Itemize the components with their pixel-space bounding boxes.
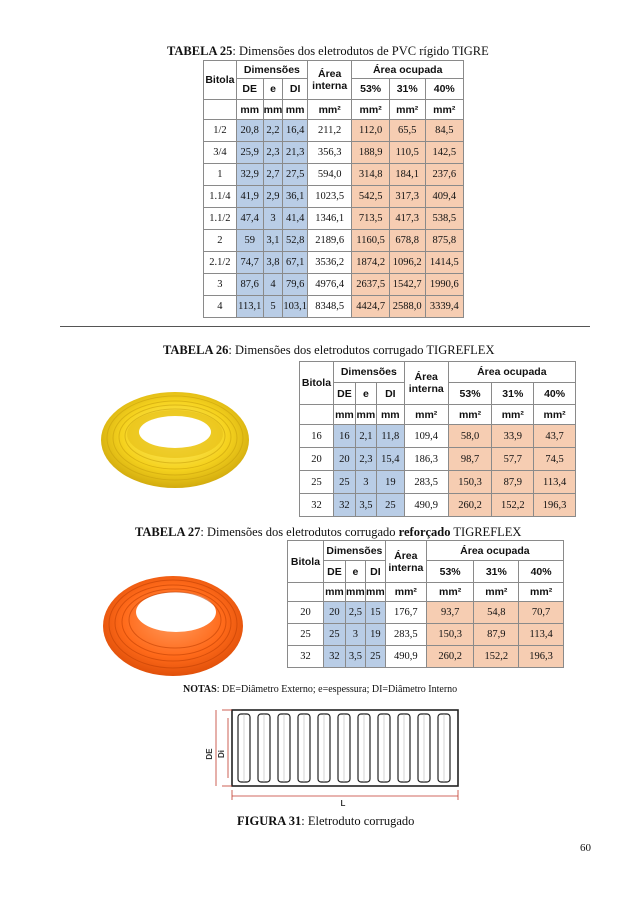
cell-e: 3 — [345, 624, 365, 646]
cell-ocupada-53: 1874,2 — [352, 252, 390, 274]
table26 — [299, 361, 576, 517]
cell-ocupada-53: 260,2 — [426, 646, 474, 668]
col-bitola-header: Bitola — [204, 61, 237, 100]
unit-cell: mm² — [404, 405, 448, 425]
cell-area-interna: 8348,5 — [307, 296, 351, 318]
cell-ocupada-40: 409,4 — [425, 186, 463, 208]
unit-cell: mm — [236, 100, 263, 120]
unit-cell: mm² — [519, 583, 564, 602]
cell-area-interna: 1023,5 — [307, 186, 351, 208]
table27-title-a: : Dimensões dos eletrodutos corrugado — [200, 525, 399, 539]
cell-de: 32,9 — [236, 164, 263, 186]
cell-e: 3 — [263, 208, 283, 230]
table-row — [204, 142, 464, 164]
cell-ocupada-40: 113,4 — [534, 471, 576, 494]
cell-di: 16,4 — [283, 120, 308, 142]
cell-ocupada-40: 3339,4 — [425, 296, 463, 318]
cell-ocupada-40: 142,5 — [425, 142, 463, 164]
table25-title: : Dimensões dos eletrodutos de PVC rígido TIGRE — [232, 44, 489, 58]
cell-ocupada-31: 417,3 — [389, 208, 425, 230]
cell-de: 74,7 — [236, 252, 263, 274]
cell-e: 2,2 — [263, 120, 283, 142]
unit-cell: mm — [323, 583, 345, 602]
table-row — [204, 120, 464, 142]
cell-di: 36,1 — [283, 186, 308, 208]
cell-bitola: 1/2 — [204, 120, 237, 142]
cell-ocupada-31: 184,1 — [389, 164, 425, 186]
table-row — [288, 602, 564, 624]
col-e-header: e — [345, 561, 365, 583]
cell-e: 3,5 — [345, 646, 365, 668]
cell-de: 20 — [323, 602, 345, 624]
unit-cell: mm — [333, 405, 355, 425]
cell-ocupada-31: 1542,7 — [389, 274, 425, 296]
cell-di: 67,1 — [283, 252, 308, 274]
cell-bitola: 3 — [204, 274, 237, 296]
table25 — [203, 60, 464, 318]
table-row — [288, 624, 564, 646]
table25-label: TABELA 25 — [167, 44, 233, 58]
cell-e: 3,5 — [355, 494, 376, 517]
col-bitola-header: Bitola — [300, 362, 334, 405]
cell-bitola: 25 — [288, 624, 324, 646]
col-area-interna-header: Área interna — [307, 61, 351, 100]
cell-bitola: 16 — [300, 425, 334, 448]
cell-ocupada-53: 2637,5 — [352, 274, 390, 296]
cell-ocupada-53: 93,7 — [426, 602, 474, 624]
cell-ocupada-53: 150,3 — [448, 471, 492, 494]
unit-cell: mm² — [307, 100, 351, 120]
cell-ocupada-40: 113,4 — [519, 624, 564, 646]
cell-di: 27,5 — [283, 164, 308, 186]
table-row — [300, 471, 576, 494]
cell-area-interna: 211,2 — [307, 120, 351, 142]
corrugated-conduit-drawing — [192, 700, 477, 810]
cell-ocupada-31: 65,5 — [389, 120, 425, 142]
col-40-header: 40% — [534, 383, 576, 405]
unit-cell: mm² — [385, 583, 426, 602]
cell-ocupada-31: 152,2 — [492, 494, 534, 517]
cell-ocupada-31: 54,8 — [474, 602, 519, 624]
unit-cell: mm — [345, 583, 365, 602]
cell-ocupada-40: 1414,5 — [425, 252, 463, 274]
cell-area-interna: 594,0 — [307, 164, 351, 186]
cell-de: 25 — [323, 624, 345, 646]
cell-area-interna: 283,5 — [385, 624, 426, 646]
cell-ocupada-53: 112,0 — [352, 120, 390, 142]
cell-area-interna: 1346,1 — [307, 208, 351, 230]
cell-e: 3 — [355, 471, 376, 494]
cell-area-interna: 490,9 — [404, 494, 448, 517]
col-31-header: 31% — [389, 79, 425, 100]
cell-e: 3,8 — [263, 252, 283, 274]
table26-caption — [163, 343, 494, 358]
cell-area-interna: 4976,4 — [307, 274, 351, 296]
unit-cell: mm² — [426, 583, 474, 602]
cell-ocupada-40: 538,5 — [425, 208, 463, 230]
col-e-header: e — [263, 79, 283, 100]
cell-area-interna: 356,3 — [307, 142, 351, 164]
table-row — [300, 494, 576, 517]
cell-bitola: 20 — [288, 602, 324, 624]
cell-di: 19 — [376, 471, 404, 494]
col-area-ocupada-header: Área ocupada — [448, 362, 575, 383]
cell-de: 59 — [236, 230, 263, 252]
cell-e: 4 — [263, 274, 283, 296]
unit-cell: mm² — [448, 405, 492, 425]
unit-cell — [204, 100, 237, 120]
cell-e: 2,3 — [263, 142, 283, 164]
cell-ocupada-31: 678,8 — [389, 230, 425, 252]
cell-e: 2,5 — [345, 602, 365, 624]
cell-bitola: 20 — [300, 448, 334, 471]
figure31-caption — [237, 814, 414, 829]
cell-ocupada-53: 98,7 — [448, 448, 492, 471]
table-row — [204, 164, 464, 186]
cell-ocupada-31: 1096,2 — [389, 252, 425, 274]
cell-ocupada-53: 314,8 — [352, 164, 390, 186]
cell-ocupada-53: 713,5 — [352, 208, 390, 230]
orange-conduit-image — [98, 560, 248, 680]
col-31-header: 31% — [474, 561, 519, 583]
cell-ocupada-40: 196,3 — [534, 494, 576, 517]
cell-de: 41,9 — [236, 186, 263, 208]
col-dimensoes-header: Dimensões — [236, 61, 307, 79]
cell-ocupada-53: 150,3 — [426, 624, 474, 646]
table-row — [204, 296, 464, 318]
cell-ocupada-40: 196,3 — [519, 646, 564, 668]
table27-title-b: TIGREFLEX — [450, 525, 522, 539]
section-divider — [60, 326, 590, 327]
cell-di: 25 — [376, 494, 404, 517]
col-40-header: 40% — [519, 561, 564, 583]
yellow-conduit-image — [95, 378, 255, 493]
cell-ocupada-31: 87,9 — [492, 471, 534, 494]
cell-ocupada-53: 188,9 — [352, 142, 390, 164]
table26-title: : Dimensões dos eletrodutos corrugado TIGREFLEX — [228, 343, 495, 357]
cell-e: 2,7 — [263, 164, 283, 186]
col-53-header: 53% — [352, 79, 390, 100]
cell-bitola: 1.1/2 — [204, 208, 237, 230]
cell-de: 25 — [333, 471, 355, 494]
col-53-header: 53% — [426, 561, 474, 583]
cell-area-interna: 176,7 — [385, 602, 426, 624]
col-area-interna-header: Área interna — [385, 541, 426, 583]
cell-ocupada-40: 237,6 — [425, 164, 463, 186]
cell-de: 113,1 — [236, 296, 263, 318]
cell-di: 21,3 — [283, 142, 308, 164]
cell-e: 2,1 — [355, 425, 376, 448]
col-bitola-header: Bitola — [288, 541, 324, 583]
cell-area-interna: 2189,6 — [307, 230, 351, 252]
table27-label: TABELA 27 — [135, 525, 201, 539]
col-di-header: DI — [365, 561, 385, 583]
cell-de: 16 — [333, 425, 355, 448]
unit-cell: mm² — [474, 583, 519, 602]
table25-caption — [167, 44, 489, 59]
cell-di: 11,8 — [376, 425, 404, 448]
cell-de: 20,8 — [236, 120, 263, 142]
unit-cell — [288, 583, 324, 602]
cell-area-interna: 109,4 — [404, 425, 448, 448]
unit-cell: mm — [263, 100, 283, 120]
cell-bitola: 32 — [288, 646, 324, 668]
unit-cell — [300, 405, 334, 425]
cell-ocupada-31: 87,9 — [474, 624, 519, 646]
col-de-header: DE — [333, 383, 355, 405]
cell-ocupada-40: 74,5 — [534, 448, 576, 471]
table-row — [204, 252, 464, 274]
unit-cell: mm² — [534, 405, 576, 425]
dim-l-label: L — [340, 799, 346, 808]
cell-bitola: 2.1/2 — [204, 252, 237, 274]
cell-di: 25 — [365, 646, 385, 668]
cell-ocupada-40: 1990,6 — [425, 274, 463, 296]
unit-cell: mm — [283, 100, 308, 120]
col-area-ocupada-header: Área ocupada — [426, 541, 563, 561]
cell-ocupada-31: 110,5 — [389, 142, 425, 164]
unit-cell: mm — [365, 583, 385, 602]
notes-label: NOTAS — [183, 684, 217, 695]
cell-area-interna: 283,5 — [404, 471, 448, 494]
unit-cell: mm² — [425, 100, 463, 120]
cell-ocupada-40: 84,5 — [425, 120, 463, 142]
table-row — [204, 208, 464, 230]
unit-cell: mm — [376, 405, 404, 425]
col-dimensoes-header: Dimensões — [333, 362, 404, 383]
col-de-header: DE — [323, 561, 345, 583]
dim-de-label: DE — [205, 748, 214, 760]
unit-cell: mm² — [492, 405, 534, 425]
cell-di: 15 — [365, 602, 385, 624]
cell-area-interna: 3536,2 — [307, 252, 351, 274]
cell-bitola: 4 — [204, 296, 237, 318]
notes — [183, 684, 457, 695]
col-de-header: DE — [236, 79, 263, 100]
cell-e: 3,1 — [263, 230, 283, 252]
unit-cell: mm² — [389, 100, 425, 120]
cell-de: 25,9 — [236, 142, 263, 164]
unit-cell: mm — [355, 405, 376, 425]
table-row — [300, 448, 576, 471]
page-number: 60 — [580, 842, 591, 854]
col-40-header: 40% — [425, 79, 463, 100]
cell-ocupada-31: 57,7 — [492, 448, 534, 471]
cell-de: 20 — [333, 448, 355, 471]
table-row — [300, 425, 576, 448]
table-row — [288, 646, 564, 668]
table27 — [287, 540, 564, 668]
col-di-header: DI — [376, 383, 404, 405]
cell-bitola: 25 — [300, 471, 334, 494]
col-dimensoes-header: Dimensões — [323, 541, 385, 561]
cell-bitola: 3/4 — [204, 142, 237, 164]
cell-di: 79,6 — [283, 274, 308, 296]
cell-area-interna: 490,9 — [385, 646, 426, 668]
cell-di: 52,8 — [283, 230, 308, 252]
table26-label: TABELA 26 — [163, 343, 229, 357]
cell-de: 47,4 — [236, 208, 263, 230]
cell-di: 15,4 — [376, 448, 404, 471]
cell-ocupada-40: 875,8 — [425, 230, 463, 252]
cell-area-interna: 186,3 — [404, 448, 448, 471]
table-row — [204, 186, 464, 208]
table-row — [204, 230, 464, 252]
cell-ocupada-40: 43,7 — [534, 425, 576, 448]
cell-e: 2,9 — [263, 186, 283, 208]
cell-e: 5 — [263, 296, 283, 318]
cell-ocupada-53: 260,2 — [448, 494, 492, 517]
figure31-text: : Eletroduto corrugado — [301, 814, 415, 828]
table27-title-bold: reforçado — [398, 525, 451, 539]
col-53-header: 53% — [448, 383, 492, 405]
unit-cell: mm² — [352, 100, 390, 120]
cell-bitola: 32 — [300, 494, 334, 517]
col-area-ocupada-header: Área ocupada — [352, 61, 464, 79]
cell-ocupada-53: 4424,7 — [352, 296, 390, 318]
cell-de: 32 — [323, 646, 345, 668]
col-e-header: e — [355, 383, 376, 405]
cell-de: 32 — [333, 494, 355, 517]
cell-e: 2,3 — [355, 448, 376, 471]
cell-bitola: 2 — [204, 230, 237, 252]
cell-ocupada-31: 317,3 — [389, 186, 425, 208]
table-row — [204, 274, 464, 296]
figure31-label: FIGURA 31 — [237, 814, 302, 828]
cell-ocupada-40: 70,7 — [519, 602, 564, 624]
cell-bitola: 1.1/4 — [204, 186, 237, 208]
cell-ocupada-53: 1160,5 — [352, 230, 390, 252]
cell-ocupada-53: 58,0 — [448, 425, 492, 448]
dim-di-label: Di — [217, 750, 226, 758]
col-di-header: DI — [283, 79, 308, 100]
cell-di: 103,1 — [283, 296, 308, 318]
notes-text: : DE=Diâmetro Externo; e=espessura; DI=Diâmetro Interno — [216, 684, 458, 695]
cell-de: 87,6 — [236, 274, 263, 296]
cell-ocupada-31: 152,2 — [474, 646, 519, 668]
cell-ocupada-31: 33,9 — [492, 425, 534, 448]
cell-ocupada-31: 2588,0 — [389, 296, 425, 318]
cell-di: 41,4 — [283, 208, 308, 230]
cell-di: 19 — [365, 624, 385, 646]
cell-bitola: 1 — [204, 164, 237, 186]
table27-caption — [135, 525, 521, 540]
col-31-header: 31% — [492, 383, 534, 405]
cell-ocupada-53: 542,5 — [352, 186, 390, 208]
col-area-interna-header: Área interna — [404, 362, 448, 405]
